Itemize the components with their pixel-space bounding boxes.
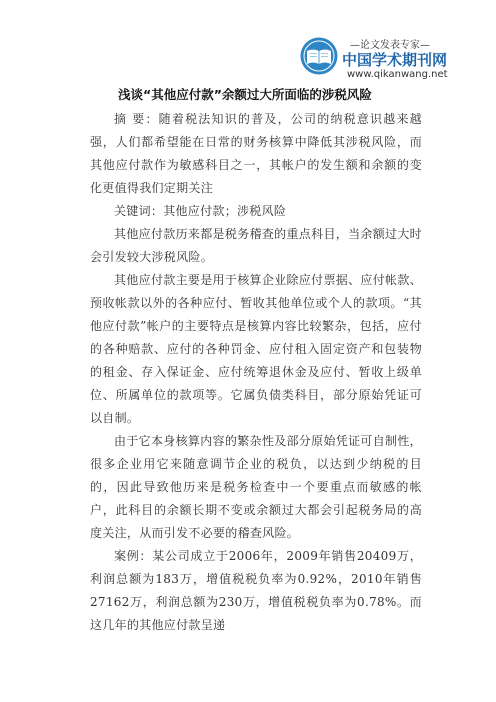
- watermark-url: www.qikanwang.net: [347, 69, 448, 80]
- body-paragraph: 案例：某公司成立于2006年，2009年销售20409万，利润总额为183万，增值税税负率为0.92%，2010年销售27162万，利润总额为230万，增值税税负率为0.78%。而这几年的其他应付款呈递: [90, 549, 422, 632]
- body-paragraph: 由于它本身核算内容的繁杂性及部分原始凭证可自制性，很多企业用它来随意调节企业的税负，以达到少纳税的目的，因此导致他历来是税务检查中一个要重点而敏感的帐户，此科目的余额长期不变或余额过大都会引起税务局的高度关注，从而引发不必要的稽查风险。: [90, 434, 422, 540]
- body-paragraph: 其他应付款历来都是税务稽查的重点科目，当余额过大时会引发较大涉税风险。: [90, 227, 422, 264]
- watermark-site-name: 中国学术期刊网: [342, 51, 448, 69]
- watermark-tagline: —论文发表专家—: [350, 40, 430, 51]
- keywords-paragraph: 关键词：其他应付款；涉税风险: [114, 204, 287, 218]
- journal-watermark: [299, 34, 448, 82]
- body-paragraph: 其他应付款主要是用于核算企业除应付票据、应付帐款、预收帐款以外的各种应付、暂收其他单位或个人的款项。“其他应付款”帐户的主要特点是核算内容比较繁杂，包括，应付的各种赔款、应付的各种罚金、应付租入固定资产和包装物的租金、存入保证金、应付统筹退休金及应付、暂收上级单位、所属单位的款项等。它属负债类科目，部分原始凭证可以自制。: [90, 273, 422, 425]
- article-title: 浅谈“其他应付款”余额过大所面临的涉税风险: [118, 87, 372, 102]
- article-body: [90, 108, 422, 637]
- open-book-icon: [299, 36, 339, 76]
- abstract-paragraph: 摘 要：随着税法知识的普及，公司的纳税意识越来越强，人们都希望能在日常的财务核算中降低其涉税风险，而其他应付款作为敏感科目之一，其帐户的发生额和余额的变化更值得我们定期关注: [90, 112, 422, 195]
